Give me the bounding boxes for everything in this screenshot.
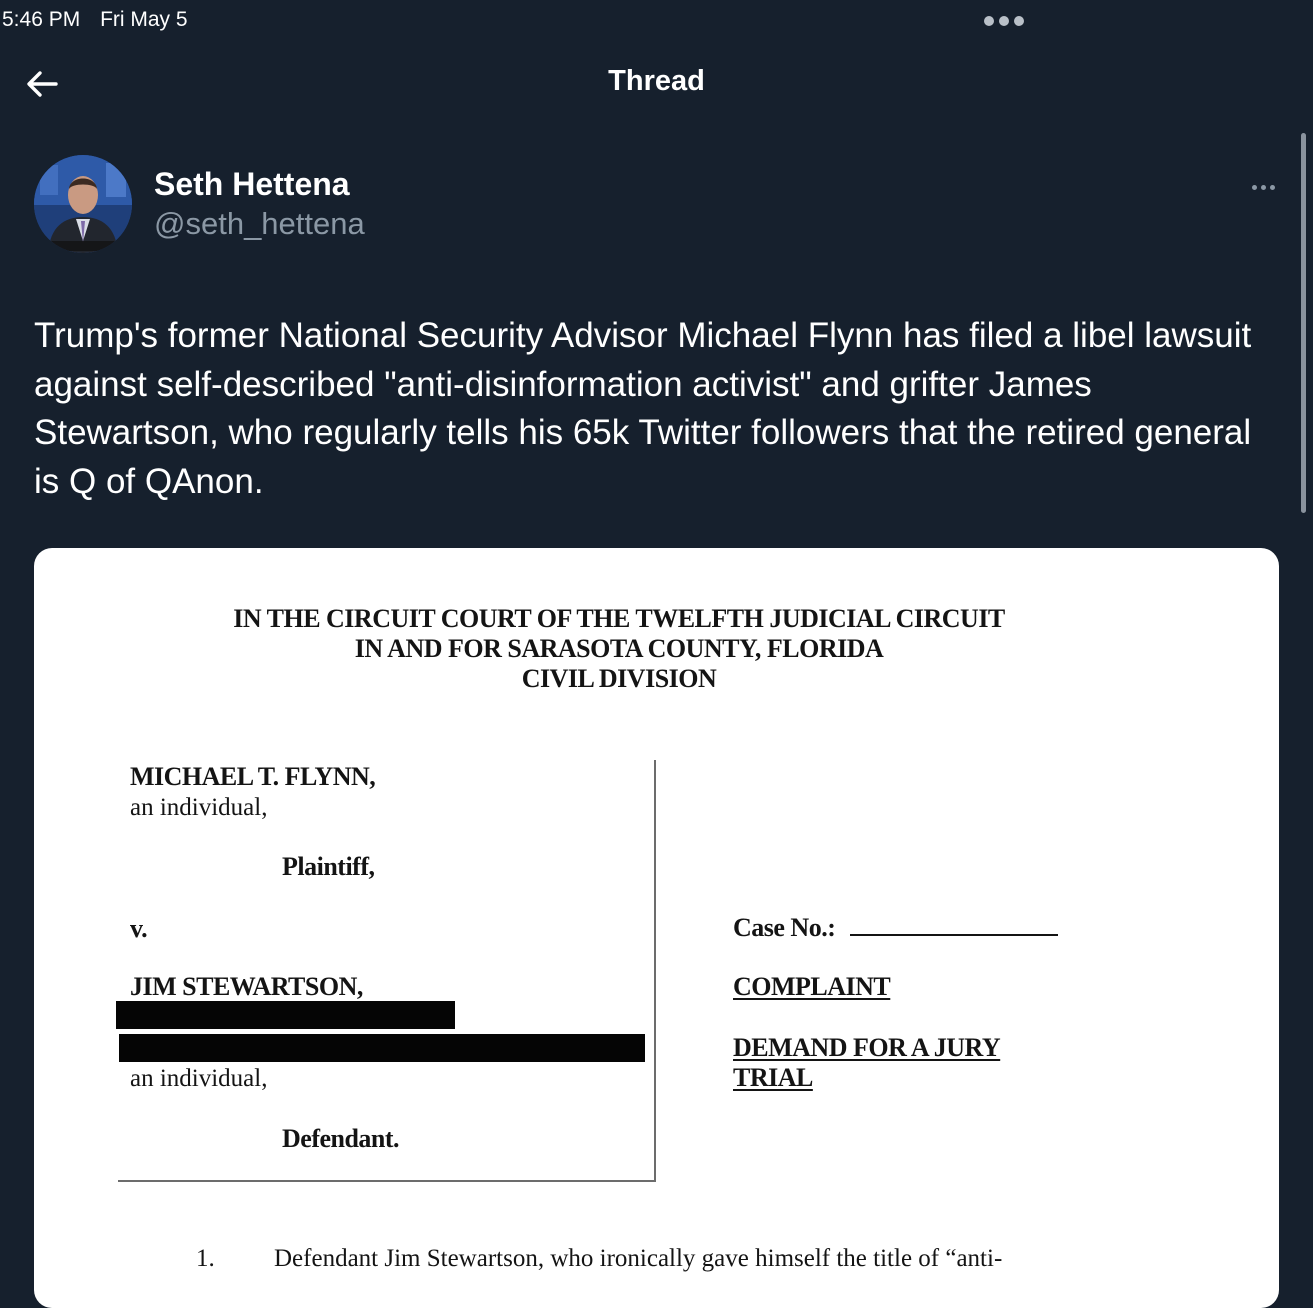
avatar[interactable] — [34, 155, 132, 253]
paragraph-number: 1. — [196, 1245, 215, 1272]
author-display-name[interactable]: Seth Hettena — [154, 166, 350, 202]
status-bar-time — [2, 8, 188, 32]
redaction-bar — [119, 1034, 645, 1062]
defendant-role: Defendant. — [282, 1124, 400, 1153]
jury-demand-line: TRIAL — [733, 1063, 813, 1092]
scrollbar[interactable] — [1301, 133, 1306, 513]
status-time: 5:46 PM — [2, 8, 81, 31]
defendant-name: JIM STEWARTSON, — [130, 972, 363, 1001]
page-title: Thread — [608, 65, 705, 97]
document-heading — [34, 604, 1204, 694]
heading-line: CIVIL DIVISION — [521, 664, 717, 693]
caption-divider — [118, 1180, 656, 1182]
case-number-label: Case No.: — [733, 913, 836, 942]
complaint-title: COMPLAINT — [733, 972, 891, 1001]
status-date: Fri May 5 — [100, 8, 188, 31]
paragraph-text: Defendant Jim Stewartson, who ironically gave himself the title of “anti- — [274, 1245, 1003, 1272]
tweet-text: Trump's former National Security Advisor Michael Flynn has filed a libel lawsuit against self-described "anti-disinformation activist" and grifter James Stewartson, who regularly tells his 65k Twitter followers that the retired general is Q of QAnon. — [34, 316, 1252, 501]
more-options-icon[interactable] — [1246, 175, 1280, 199]
redaction-bar — [116, 1001, 455, 1029]
defendant-description: an individual, — [130, 1065, 268, 1092]
versus-label: v. — [130, 914, 148, 943]
plaintiff-role: Plaintiff, — [282, 852, 375, 881]
tweet-media-image[interactable] — [34, 548, 1279, 1308]
plaintiff-name: MICHAEL T. FLYNN, — [130, 762, 376, 791]
case-number-blank — [850, 934, 1058, 936]
plaintiff-description: an individual, — [130, 794, 268, 821]
heading-line: IN AND FOR SARASOTA COUNTY, FLORIDA — [354, 634, 884, 663]
heading-line: IN THE CIRCUIT COURT OF THE TWELFTH JUDICIAL CIRCUIT — [233, 604, 1005, 633]
caption-divider — [654, 760, 656, 1182]
author-handle[interactable]: @seth_hettena — [154, 206, 365, 241]
jury-demand-line: DEMAND FOR A JURY — [733, 1033, 1001, 1062]
multitasking-dots-icon[interactable] — [984, 16, 1026, 26]
